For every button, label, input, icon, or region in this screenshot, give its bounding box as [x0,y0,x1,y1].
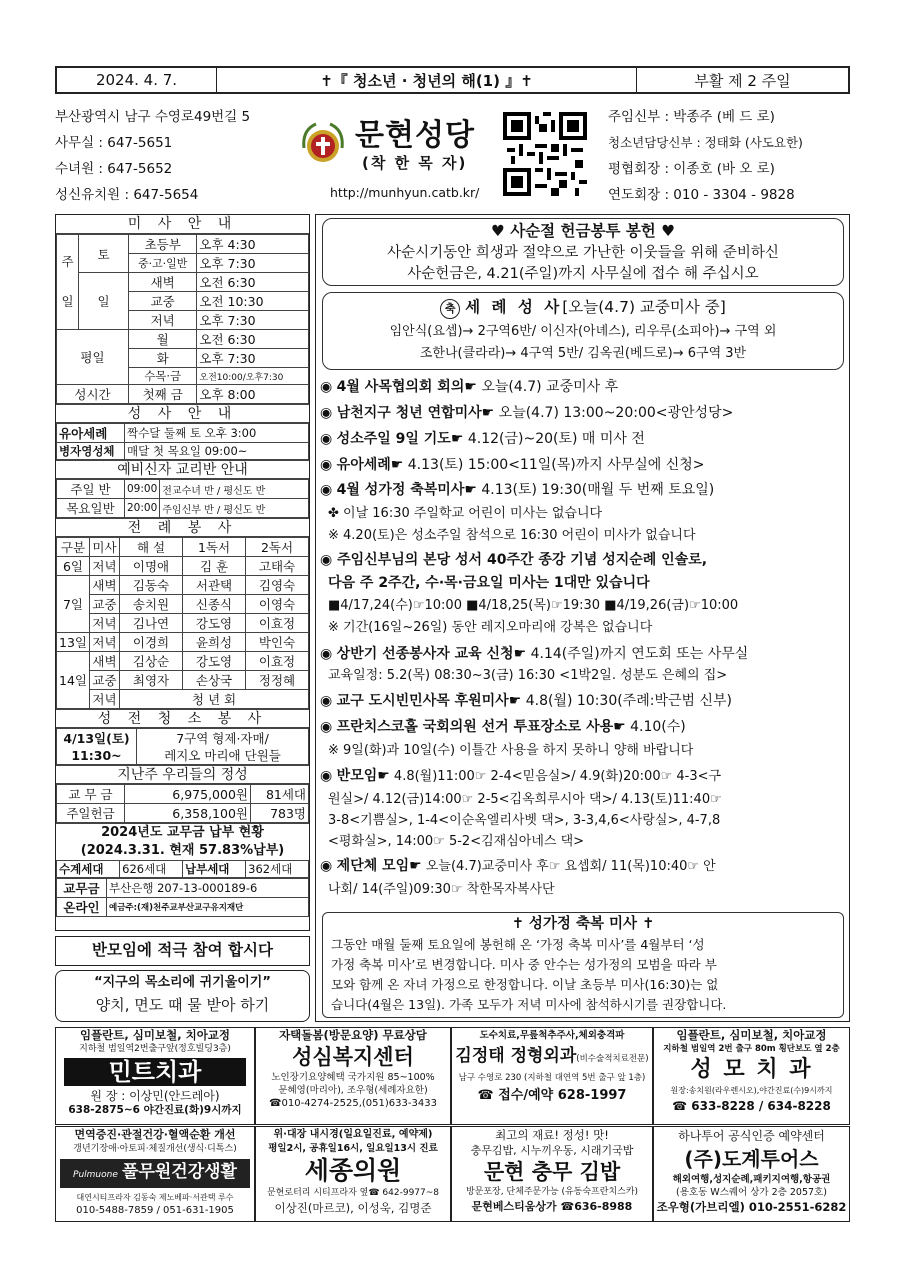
notice-item: ◉ 유아세례☛ 4.13(토) 15:00<11일(목)까지 사무실에 신청> [320,457,705,473]
header-bar [55,66,850,94]
lent-box: ♥ 사순절 헌금봉투 봉헌 ♥ 사순시기동안 희생과 절약으로 가난한 이웃들을 위해 준비하신 사순헌금은, 4.21(주일)까지 사무실에 접수 해 주십시오 [322,218,844,286]
ad-pulmuone[interactable]: 면역증진·관절건강·혈액순환 개선 갱년기장애·아토피·체질개선(생식·디톡스) Pulmuone 풀무원건강생활 대연시티프라자 김동숙 제노베파·서관택 루수 010-5488-7859 / 051-631-1905 [55,1126,255,1222]
cleaning-title: 성 전 청 소 봉 사 [56,709,309,728]
banmoim-call: 반모임에 적극 참여 합시다 [55,936,310,966]
altar-table: 구분 미사 해 설 1독서 2독서 6일 저녁 이명애 김 훈 고태숙 7일 새벽 김동숙 서관택 김영숙 교중 송치원 신종식 이영숙 저녁 김나연 강도영 이효정 13일 저녁 이경희 윤희성 박인숙 14일 새벽 김상순 강도영 이효정 교중 최영자 손상국 정정혜 저녁 청 년 회 [56,537,309,709]
baptism-box: 축 세 례 성 사[오늘(4.7) 교중미사 중] 임안식(요셉)→ 2구역6반/ 이신자(아녜스), 리우루(소피아)→ 구역 외 조한나(클라라)→ 4구역 5반/ 김옥권(베드로)→ 6구역 3반 [322,292,844,370]
year-theme: ✝『 청소년 · 청년의 해(1) 』✝ [217,68,637,92]
notice-item: ◉ 남천지구 청년 연합미사☛ 오늘(4.7) 13:00~20:00<광안성당> [320,405,734,421]
contact-block [55,104,305,208]
sacrament-title: 성 사 안 내 [56,404,309,423]
notice-sub: 3-8<기쁨실>, 1-4<이순옥엘리사벳 댁>, 3-3,4,6<사랑실>, 4-7,8 [328,813,721,828]
notice-item: ◉ 4월 성가정 축복미사☛ 4.13(토) 19:30(매월 두 번째 토요일) [320,482,715,498]
notice-item: ◉ 반모임☛ 4.8(월)11:00☞ 2-4<믿음실>/ 4.9(화)20:00☞ 4-3<구 [320,768,722,784]
council-president: 평협회장 : 이종호 (바 오 로) [608,161,775,177]
website-link[interactable]: http://munhyun.catb.kr/ [330,185,480,200]
youth-priest: 청소년담당신부 : 정태화 (사도요한) [608,135,803,150]
church-motto: (착 한 목 자) [362,154,468,172]
catechumen-table: 주일 반 09:00 전교수녀 반 / 평신도 반 목요일반 20:00 주임신부 반 / 평신도 반 [56,479,309,518]
pilgrimage-times: ■4/17,24(수)☞10:00 ■4/18,25(목)☞19:30 ■4/19,26(금)☞10:00 [328,598,739,613]
tithe-status: (2024.3.31. 현재 57.83%납부) [80,843,285,858]
ad-kim-orthopedics[interactable]: 도수치료,무릎척추주사,체외충격파 김정태 정형외과(비수술적치료전문) 남구 수영로 230 (지하철 대연역 5번 출구 앞 1층) ☎ 접수/예약 628-1997 [451,1027,653,1125]
notice-item: ◉ 제단체 모임☛ 오늘(4.7)교중미사 후☞ 요셉회/ 11(목)10:40☞ 안 [320,858,716,874]
ad-dogye-tours[interactable]: 하나투어 공식인증 예약센터 (주)도계투어스 해외여행,성지순례,패키지여행,항공권 (용호동 W스퀘어 상가 2층 2057호) 조우형(가브리엘) 010-2551-6282 [653,1126,850,1222]
notice-sub: <평화실>, 14:00☞ 5-2<김재심아네스 댁> [328,834,585,849]
notice-sub: 원실>/ 4.12(금)14:00☞ 2-5<김옥희루시아 댁>/ 4.13(토)11:40☞ [328,792,722,807]
ad-seongmo-dental[interactable]: 임플란트, 심미보철, 치아교정 지하철 범일역 2번 출구 80m 횡단보도 옆 2층 성 모 치 과 원장:송치원(라우렌시오),야간진료(수)9시까지 ☎ 633-8228 / 634-8228 [653,1027,850,1125]
offering-title: 지난주 우리들의 정성 [56,765,309,784]
notice-item: ◉ 성소주일 9일 기도☛ 4.12(금)~20(토) 매 미사 전 [320,431,645,447]
cleaning-table: 4/13일(토) 11:30~ 7구역 형제·자매/ 레지오 마리애 단원들 [56,728,309,765]
notice-item: ◉ 프란치스코홀 국회의원 선거 투표장소로 사용☛ 4.10(수) [320,719,686,735]
notice-sub: ✤ 이날 16:30 주일학교 어린이 미사는 없습니다 [328,506,603,521]
notice-sub: 나회/ 14(주일)09:30☞ 착한목자복사단 [328,882,555,897]
ad-seongsim-welfare[interactable]: 자택돌봄(방문요양) 무료상담 성심복지센터 노인장기요양혜택 국가지원 85~100% 문혜영(마리아), 조우형(세례자요한) ☎010-4274-2525,(051)633-3433 [255,1027,451,1125]
liturgical-week: 부활 제 2 주일 [694,71,791,90]
qr-code-icon[interactable] [503,112,587,196]
issue-date: 2024. 4. 7. [57,68,217,92]
notice-item: ◉ 4월 사목협의회 회의☛ 오늘(4.7) 교중미사 후 [320,379,619,395]
family-blessing-box: ✝ 성가정 축복 미사 ✝ 그동안 매월 둘째 토요일에 봉헌해 온 ‘가정 축복 미사’를 4월부터 ‘성 가정 축복 미사’로 변경합니다. 미사 중 안수는 성가정의 모범을 따라 부 모와 함께 온 자녀 가정으로 한정합니다. 이날 초등부 미사(16:30)는 없 습니다(4월은 13일). 가족 모두가 저녁 미사에 참석하시기를 권장합니다. [322,912,844,1018]
mass-table: 주 일 토 초등부 오후 4:30 중·고·일반 오후 7:30 일 새벽 오전 6:30 교중 오전 10:30 저녁 오후 7:30 평일 월 오전 6:30 화 오후 7:30 수목·금 오전10:00/오후7:30 성시간 첫째 금 오후 8:00 [56,234,309,404]
notice-sub: ※ 9일(화)과 10일(수) 이틀간 사용을 하지 못하니 양해 바랍니다 [328,743,694,758]
notice-item: ◉ 교구 도시빈민사목 후원미사☛ 4.8(월) 10:30(주례:박근범 신부) [320,693,732,709]
notice-item: ◉ 상반기 선종봉사자 교육 신청☛ 4.14(주일)까지 연도회 또는 사무실 [320,646,749,662]
address: 부산광역시 남구 수영로49번길 5 [55,109,251,125]
congrats-icon: 축 [440,299,460,319]
offering-table: 교 무 금 6,975,000원 81세대 주일헌금 6,358,100원 783명 [56,784,309,823]
pilgrimage-line: 다음 주 2주간, 수·목·금요일 미사는 1대만 있습니다 [328,575,650,591]
convent-phone: 수녀원 : 647-5652 [55,161,173,177]
eco-slogan: “지구의 목소리에 귀기울이기” 양치, 면도 때 물 받아 하기 [55,970,310,1022]
left-column [55,214,310,931]
altar-title: 전 례 봉 사 [56,518,309,537]
staff-block [608,104,853,208]
ad-chungmu-gimbap[interactable]: 최고의 재료! 정성! 맛! 충무김밥, 시누끼우동, 시래기국밥 문현 충무 김밥 방문포장, 단체주문가능 (유동숙프란치스카) 문현베스티움상가 ☎636-8988 [451,1126,653,1222]
sacrament-table: 유아세례 짝수달 둘째 토 오후 3:00 병자영성체 매달 첫 목요일 09:00~ [56,423,309,460]
mass-title: 미 사 안 내 [56,215,309,234]
ad-sejong-clinic[interactable]: 위·대장 내시경(일요일진료, 예약제) 평일2시, 공휴일16시, 일요일13시 진료 세종의원 문현로터리 시티프라자 옆☎ 642-9977~8 이상진(마르코), 이성욱, 김명준 [255,1126,451,1222]
account-table: 교무금 부산은행 207-13-000189-6 온라인 예금주:(재)천주교부산교구유지재단 [56,878,309,917]
tithe-title: 2024년도 교무금 납부 현황 [56,823,309,842]
kinder-phone: 성신유치원 : 647-5654 [55,187,199,203]
pastor: 주임신부 : 박종주 (베 드 로) [608,109,775,125]
notices [320,374,850,900]
ad-mint-dental[interactable]: 임플란트, 심미보철, 치아교정 지하철 범일역2번출구앞(정호빌딩3층) 민트치과 원 장 : 이상민(안드레아) 638-2875~6 야간진료(화)9시까지 [55,1027,255,1125]
federation-president: 연도회장 : 010 - 3304 - 9828 [608,187,795,203]
pilgrimage-note: ※ 기간(16일~26일) 동안 레지오마리애 강복은 없습니다 [328,620,653,635]
office-phone: 사무실 : 647-5651 [55,135,173,151]
church-name: 문현성당 [355,118,475,153]
pilgrimage-notice: ◉ 주임신부님의 본당 성서 40주간 종강 기념 성지순례 인솔로, [320,552,708,568]
tithe-table: 수계세대 626세대 납부세대 362세대 [56,860,309,878]
notice-sub: 교육일정: 5.2(목) 08:30~3(금) 16:30 <1박2일. 성분도 은혜의 집> [328,668,728,683]
catechumen-title: 예비신자 교리반 안내 [56,460,309,479]
notice-sub: ※ 4.20(토)은 성소주일 참석으로 16:30 어린이 미사가 없습니다 [328,528,696,543]
church-seal-icon [298,118,348,170]
